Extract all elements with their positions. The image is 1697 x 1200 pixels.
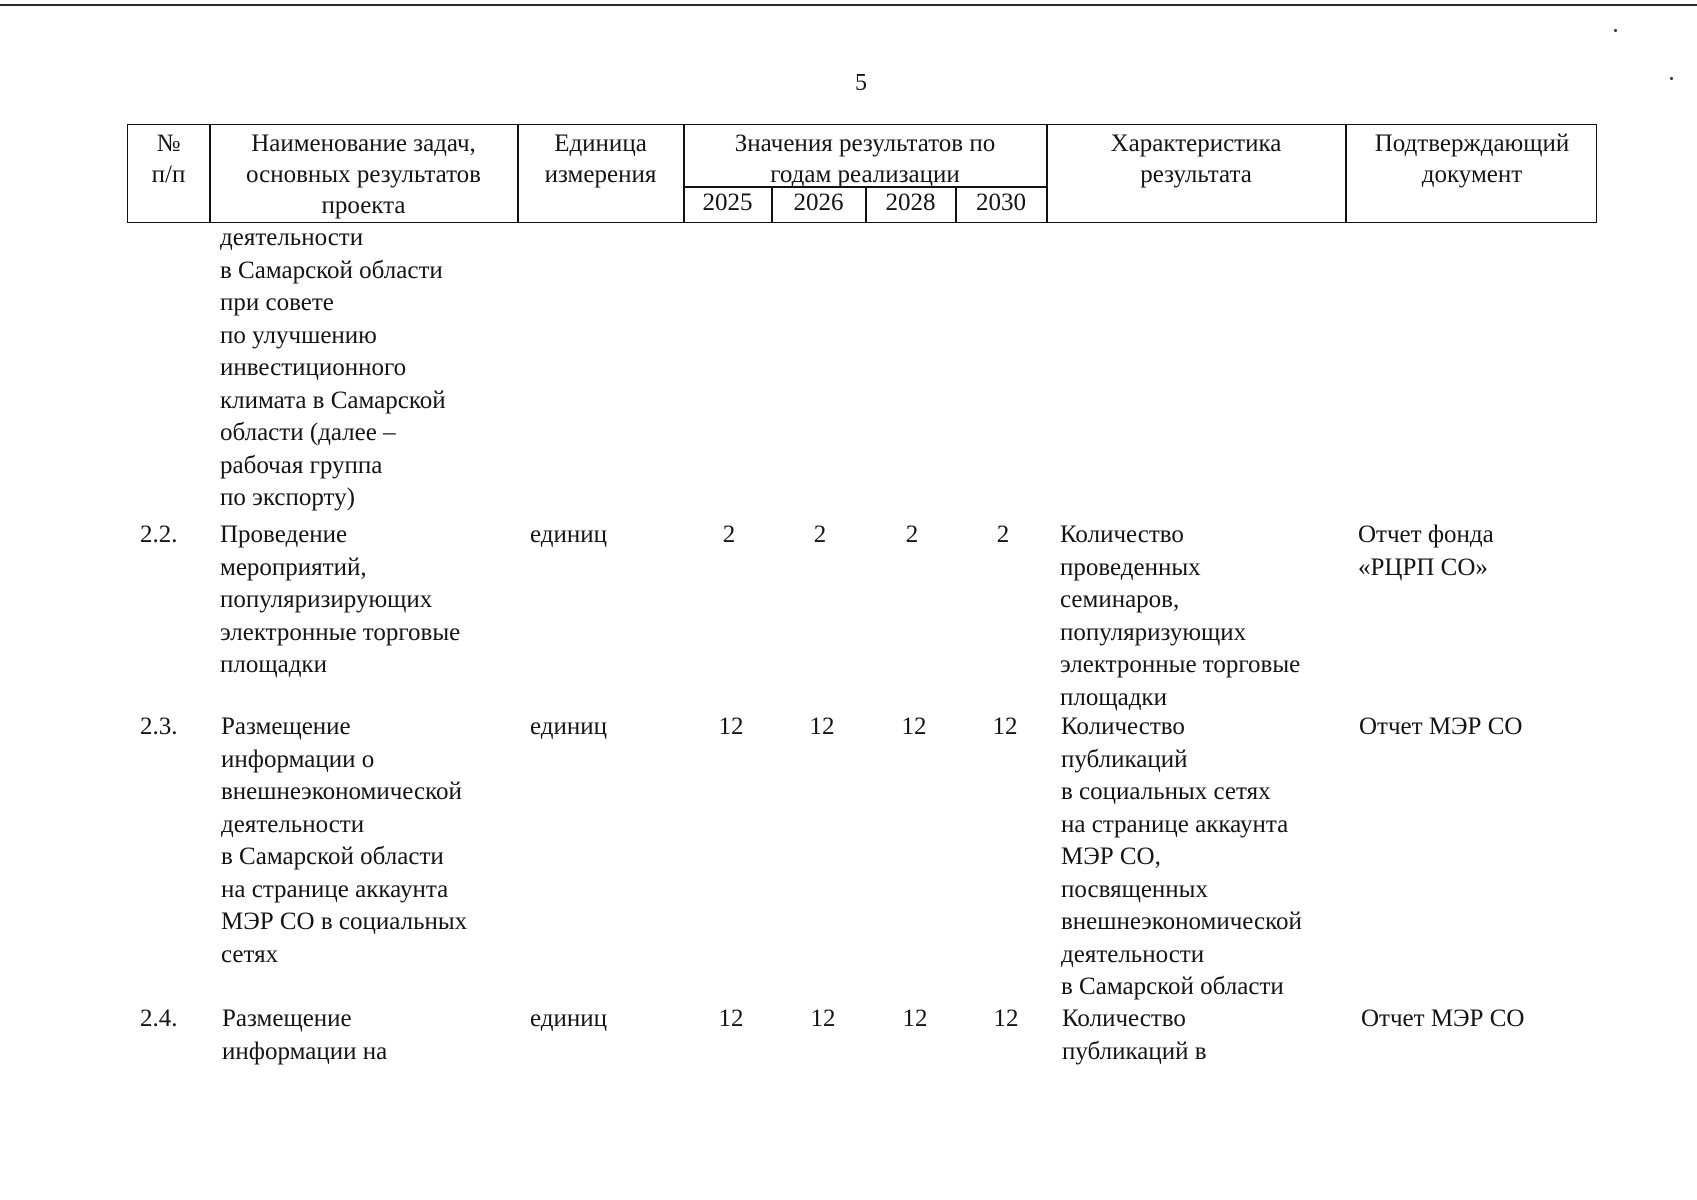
row-value-2030: 2 xyxy=(996,521,1010,548)
row-value-2025: 12 xyxy=(718,713,744,740)
row-characteristic: Количество публикаций в xyxy=(1062,1005,1207,1065)
row-value-2025: 12 xyxy=(718,1005,744,1032)
continuation-cell: деятельности в Самарской области при совете по улучшению инвестиционного климата в Самарской области (далее – рабочая группа по экспорту) xyxy=(220,224,446,511)
row-value-2030: 12 xyxy=(992,713,1018,740)
header-col-unit: Единица измерения xyxy=(544,130,657,188)
header-year-2025: 2025 xyxy=(702,189,753,216)
row-value-2028: 2 xyxy=(905,521,919,548)
scan-speck xyxy=(1670,77,1673,80)
header-col-document: Подтверждающий документ xyxy=(1374,130,1570,188)
table-header xyxy=(127,124,1597,223)
row-number: 2.2. xyxy=(140,521,178,548)
row-value-2026: 12 xyxy=(809,713,835,740)
row-value-2026: 2 xyxy=(813,521,827,548)
row-name: Проведение мероприятий, популяризирующих электронные торговые площадки xyxy=(220,521,461,678)
page-number: 5 xyxy=(855,70,867,96)
row-value-2028: 12 xyxy=(902,1005,928,1032)
header-col-values: Значения результатов по годам реализации xyxy=(734,130,996,188)
row-value-2025: 2 xyxy=(722,521,736,548)
header-year-2028: 2028 xyxy=(885,189,936,216)
row-characteristic: Количество проведенных семинаров, популяризующих электронные торговые площадки xyxy=(1060,521,1301,711)
row-unit: единиц xyxy=(530,713,608,740)
header-col-number: № п/п xyxy=(151,130,186,188)
scan-speck xyxy=(1614,29,1617,32)
header-col-characteristic: Характеристика результата xyxy=(1110,130,1282,188)
row-name: Размещение информации на xyxy=(222,1005,388,1065)
row-document: Отчет МЭР СО xyxy=(1361,1005,1525,1032)
row-number: 2.4. xyxy=(140,1005,178,1032)
header-year-2030: 2030 xyxy=(976,189,1026,216)
top-border-line xyxy=(0,4,1697,6)
row-name: Размещение информации о внешнеэкономической деятельности в Самарской области на странице аккаунта МЭР СО в социальных сетях xyxy=(221,713,468,968)
row-document: Отчет МЭР СО xyxy=(1359,713,1523,740)
row-value-2026: 12 xyxy=(810,1005,836,1032)
header-year-2026: 2026 xyxy=(793,189,844,216)
row-value-2030: 12 xyxy=(993,1005,1019,1032)
row-document: Отчет фонда «РЦРП СО» xyxy=(1358,521,1494,581)
row-characteristic: Количество публикаций в социальных сетях на странице аккаунта МЭР СО, посвященных внешнеэкономической деятельности в Самарской области xyxy=(1061,713,1302,1000)
row-unit: единиц xyxy=(530,521,608,548)
row-unit: единиц xyxy=(530,1005,608,1032)
row-value-2028: 12 xyxy=(901,713,927,740)
row-number: 2.3. xyxy=(140,713,178,740)
header-col-name: Наименование задач, основных результатов проекта xyxy=(246,130,481,219)
